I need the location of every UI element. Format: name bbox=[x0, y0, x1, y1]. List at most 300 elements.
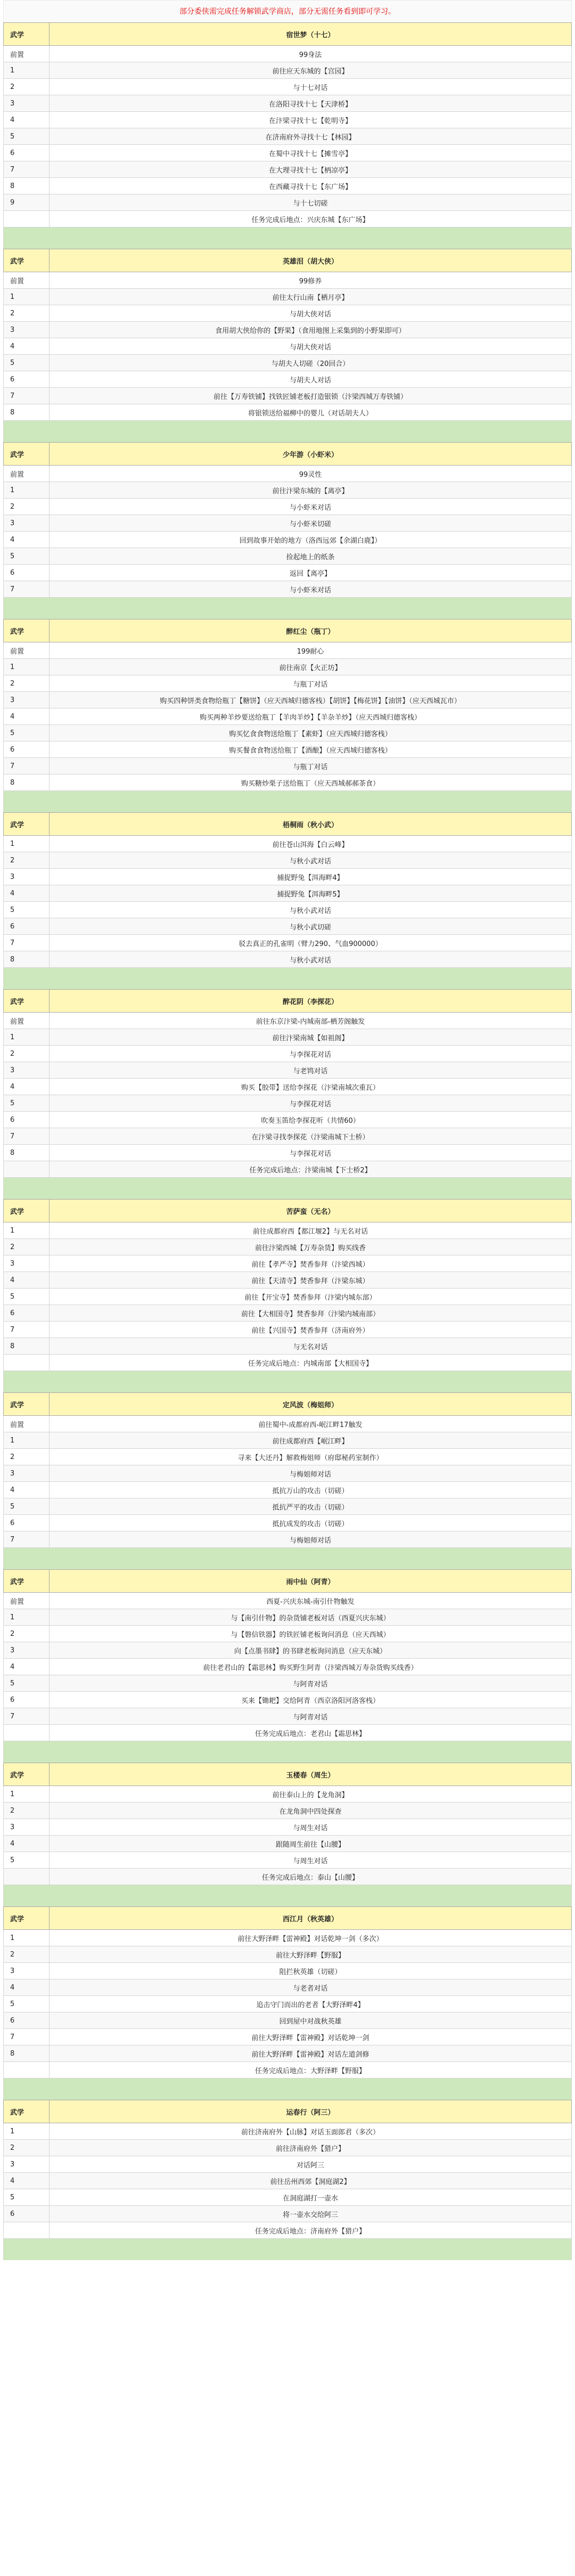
step-number: 4 bbox=[4, 1079, 50, 1095]
table-row bbox=[4, 1256, 572, 1272]
step-description: 食用胡大侠给你的【野果】（食用地图上采集到的小野果即可） bbox=[50, 322, 572, 338]
section-spacer bbox=[3, 2078, 572, 2100]
table-row bbox=[4, 272, 572, 289]
step-number: 3 bbox=[4, 1062, 50, 1079]
step-number: 8 bbox=[4, 951, 50, 968]
column-label: 武学 bbox=[4, 990, 50, 1013]
step-number: 3 bbox=[4, 1819, 50, 1836]
step-number: 5 bbox=[4, 1095, 50, 1112]
step-number bbox=[4, 2062, 50, 2078]
column-label: 武学 bbox=[4, 1907, 50, 1930]
step-number: 2 bbox=[4, 1626, 50, 1642]
section-header-row bbox=[4, 1393, 572, 1416]
column-label: 武学 bbox=[4, 443, 50, 466]
table-row bbox=[4, 1692, 572, 1708]
step-description: 任务完成后地点：内城南部【大相国寺】 bbox=[50, 1355, 572, 1371]
step-number: 2 bbox=[4, 2140, 50, 2156]
table-row bbox=[4, 2012, 572, 2029]
section-header-row bbox=[4, 2100, 572, 2123]
step-number: 8 bbox=[4, 404, 50, 421]
step-number: 2 bbox=[4, 675, 50, 692]
step-description: 阻拦秋英雄（切磋） bbox=[50, 1963, 572, 1979]
table-row bbox=[4, 1642, 572, 1659]
step-number: 1 bbox=[4, 836, 50, 852]
step-description: 前往【开宝寺】焚香参拜（汴梁内城东部） bbox=[50, 1289, 572, 1305]
table-row bbox=[4, 1062, 572, 1079]
table-row bbox=[4, 775, 572, 791]
step-description: 与老者对话 bbox=[50, 1979, 572, 1996]
step-description: 前往成都府西【岷江畔】 bbox=[50, 1432, 572, 1449]
step-description: 前往【大相国寺】焚香参拜（汴梁内城南部） bbox=[50, 1305, 572, 1322]
step-number: 6 bbox=[4, 1305, 50, 1322]
step-description: 向【点墨书肆】的书肆老板询问消息（应天东城） bbox=[50, 1642, 572, 1659]
table-row bbox=[4, 211, 572, 227]
table-row bbox=[4, 1322, 572, 1338]
step-number: 2 bbox=[4, 1046, 50, 1062]
table-row bbox=[4, 1996, 572, 2012]
step-description: 与阿青对话 bbox=[50, 1708, 572, 1725]
step-description: 捡起地上的纸条 bbox=[50, 548, 572, 565]
column-label: 武学 bbox=[4, 23, 50, 46]
table-row bbox=[4, 725, 572, 741]
table-row bbox=[4, 1515, 572, 1531]
table-row bbox=[4, 935, 572, 951]
step-description: 前往苍山洱海【白云峰】 bbox=[50, 836, 572, 852]
step-description: 购买糖炒栗子送给瓶丁（应天西城郝郝茶食） bbox=[50, 775, 572, 791]
step-description: 前往【天清寺】焚香参拜（汴梁东城） bbox=[50, 1272, 572, 1289]
section-spacer bbox=[3, 227, 572, 249]
table-row bbox=[4, 1079, 572, 1095]
table-row bbox=[4, 692, 572, 708]
step-description: 驳去真正的孔雀明（臂力290、气血900000） bbox=[50, 935, 572, 951]
table-row bbox=[4, 1305, 572, 1322]
step-description: 前往汴梁西城【万寿杂货】购买线香 bbox=[50, 1239, 572, 1256]
quest-section bbox=[3, 22, 572, 249]
step-number: 8 bbox=[4, 178, 50, 194]
step-description: 在济南府外寻找十七【林园】 bbox=[50, 128, 572, 145]
step-description: 前往成都府西【都江堰2】与无名对话 bbox=[50, 1222, 572, 1239]
table-row bbox=[4, 2189, 572, 2206]
step-description: 与秋小武对话 bbox=[50, 951, 572, 968]
step-description: 前往南京【火正坊】 bbox=[50, 659, 572, 675]
step-description: 追击守门而出的老者【大野泽畔4】 bbox=[50, 1996, 572, 2012]
section-header-row bbox=[4, 619, 572, 642]
step-description: 99身法 bbox=[50, 46, 572, 62]
table-row bbox=[4, 194, 572, 211]
step-number: 1 bbox=[4, 289, 50, 305]
step-number: 1 bbox=[4, 1930, 50, 1946]
table-row bbox=[4, 2222, 572, 2239]
step-description: 返回【离亭】 bbox=[50, 565, 572, 581]
table-row bbox=[4, 1786, 572, 1803]
table-row bbox=[4, 1222, 572, 1239]
step-description: 购买【胶带】送给李探花（汴梁南城次重瓦） bbox=[50, 1079, 572, 1095]
step-number: 5 bbox=[4, 1675, 50, 1692]
step-description: 与梅姐师对话 bbox=[50, 1465, 572, 1482]
table-row bbox=[4, 741, 572, 758]
table-row bbox=[4, 178, 572, 194]
section-title: 醉花阴（李探花） bbox=[50, 990, 572, 1013]
table-row bbox=[4, 1112, 572, 1128]
step-number: 8 bbox=[4, 1338, 50, 1355]
quest-table bbox=[3, 1906, 572, 2078]
step-number: 8 bbox=[4, 775, 50, 791]
table-row bbox=[4, 46, 572, 62]
table-row bbox=[4, 289, 572, 305]
table-row bbox=[4, 2140, 572, 2156]
section-header-row bbox=[4, 249, 572, 272]
step-description: 与小虾米对话 bbox=[50, 499, 572, 515]
table-row bbox=[4, 2156, 572, 2173]
step-description: 与胡大侠对话 bbox=[50, 338, 572, 355]
table-row bbox=[4, 1013, 572, 1029]
table-row bbox=[4, 388, 572, 404]
step-number: 前置 bbox=[4, 272, 50, 289]
table-row bbox=[4, 466, 572, 482]
section-header-row bbox=[4, 990, 572, 1013]
step-number: 3 bbox=[4, 1256, 50, 1272]
step-description: 回到屋中对战秋英雄 bbox=[50, 2012, 572, 2029]
section-title: 英雄泪（胡大侠） bbox=[50, 249, 572, 272]
step-description: 前往【孝严寺】焚香参拜（汴梁西城） bbox=[50, 1256, 572, 1272]
step-number: 1 bbox=[4, 482, 50, 499]
step-number: 5 bbox=[4, 1289, 50, 1305]
step-description: 前往济南府外【猎户】 bbox=[50, 2140, 572, 2156]
step-number: 3 bbox=[4, 2156, 50, 2173]
step-description: 前往老君山的【霜思林】购买野生阿青（汴梁西城万寿杂货购买线香） bbox=[50, 1659, 572, 1675]
step-number: 5 bbox=[4, 2189, 50, 2206]
column-label: 武学 bbox=[4, 2100, 50, 2123]
step-number: 7 bbox=[4, 1708, 50, 1725]
section-title: 醉红尘（瓶丁） bbox=[50, 619, 572, 642]
table-row bbox=[4, 515, 572, 532]
section-spacer bbox=[3, 1548, 572, 1569]
quest-section bbox=[3, 2100, 572, 2260]
table-row bbox=[4, 128, 572, 145]
step-description: 前往汴梁南城【如祖阁】 bbox=[50, 1029, 572, 1046]
table-row bbox=[4, 2045, 572, 2062]
table-row bbox=[4, 1482, 572, 1498]
step-description: 与李探花对话 bbox=[50, 1145, 572, 1161]
step-number: 9 bbox=[4, 194, 50, 211]
quest-sections bbox=[3, 22, 572, 2260]
step-description: 前往大野泽畔【雷神殿】对话乾坤一剑 bbox=[50, 2029, 572, 2045]
step-number: 前置 bbox=[4, 46, 50, 62]
section-title: 少年游（小虾米） bbox=[50, 443, 572, 466]
step-number: 4 bbox=[4, 1482, 50, 1498]
step-description: 与瓶丁对话 bbox=[50, 675, 572, 692]
notice-banner: 部分委侠需完成任务解锁武学商店，部分无需任务看到即可学习。 bbox=[3, 0, 572, 22]
step-description: 前往蜀中-成都府西-岷江畔17触发 bbox=[50, 1416, 572, 1432]
table-row bbox=[4, 951, 572, 968]
step-description: 与老鸨对话 bbox=[50, 1062, 572, 1079]
column-label: 武学 bbox=[4, 1570, 50, 1593]
section-title: 雨中仙（阿青） bbox=[50, 1570, 572, 1593]
step-number: 4 bbox=[4, 2173, 50, 2189]
quest-table bbox=[3, 22, 572, 227]
step-description: 任务完成后地点：大野泽畔【野服】 bbox=[50, 2062, 572, 2078]
table-row bbox=[4, 1416, 572, 1432]
table-row bbox=[4, 1239, 572, 1256]
column-label: 武学 bbox=[4, 1200, 50, 1222]
table-row bbox=[4, 1819, 572, 1836]
step-number: 4 bbox=[4, 1836, 50, 1852]
step-description: 与【南引什物】的杂货铺老板对话（西夏兴庆东城） bbox=[50, 1609, 572, 1626]
table-row bbox=[4, 1803, 572, 1819]
table-row bbox=[4, 836, 572, 852]
step-number: 5 bbox=[4, 1498, 50, 1515]
step-description: 任务完成后地点：兴庆东城【东广场】 bbox=[50, 211, 572, 227]
step-description: 任务完成后地点：泰山【山腰】 bbox=[50, 1869, 572, 1885]
quest-section bbox=[3, 1569, 572, 1763]
table-row bbox=[4, 1465, 572, 1482]
step-number: 4 bbox=[4, 532, 50, 548]
step-number: 3 bbox=[4, 1465, 50, 1482]
step-number: 5 bbox=[4, 902, 50, 918]
step-description: 与胡夫人切磋（20回合） bbox=[50, 355, 572, 371]
step-number: 2 bbox=[4, 499, 50, 515]
column-label: 武学 bbox=[4, 813, 50, 836]
table-row bbox=[4, 338, 572, 355]
section-spacer bbox=[3, 1178, 572, 1199]
step-description: 吹奏玉笛给李探花听（共情60） bbox=[50, 1112, 572, 1128]
step-description: 与无名对话 bbox=[50, 1338, 572, 1355]
table-row bbox=[4, 62, 572, 79]
step-description: 前往汴梁东城的【离亭】 bbox=[50, 482, 572, 499]
step-number: 3 bbox=[4, 1963, 50, 1979]
table-row bbox=[4, 79, 572, 95]
step-number bbox=[4, 1725, 50, 1741]
step-description: 任务完成后地点：济南府外【猎户】 bbox=[50, 2222, 572, 2239]
step-description: 前往大野泽畔【雷神殿】对话乾坤一剑（多次） bbox=[50, 1930, 572, 1946]
section-spacer bbox=[3, 2239, 572, 2260]
section-spacer bbox=[3, 1741, 572, 1763]
table-row bbox=[4, 581, 572, 598]
table-row bbox=[4, 532, 572, 548]
table-row bbox=[4, 499, 572, 515]
table-row bbox=[4, 112, 572, 128]
step-description: 99修养 bbox=[50, 272, 572, 289]
step-description: 抵抗严平的攻击（切磋） bbox=[50, 1498, 572, 1515]
step-description: 购买两种羊炒要送给瓶丁【羊肉羊炒】【羊杂羊炒】（应天西城归德客栈） bbox=[50, 708, 572, 725]
step-number: 3 bbox=[4, 515, 50, 532]
table-row bbox=[4, 371, 572, 388]
table-row bbox=[4, 1675, 572, 1692]
step-description: 在西藏寻找十七【东广场】 bbox=[50, 178, 572, 194]
quest-table bbox=[3, 1392, 572, 1548]
quest-table bbox=[3, 2100, 572, 2239]
step-number: 5 bbox=[4, 355, 50, 371]
step-number: 4 bbox=[4, 1659, 50, 1675]
step-description: 与周生对话 bbox=[50, 1819, 572, 1836]
step-description: 与阿青对话 bbox=[50, 1675, 572, 1692]
step-number: 前置 bbox=[4, 1593, 50, 1609]
table-row bbox=[4, 1145, 572, 1161]
step-description: 与周生对话 bbox=[50, 1852, 572, 1869]
step-description: 与瓶丁对话 bbox=[50, 758, 572, 775]
step-number: 5 bbox=[4, 725, 50, 741]
step-number: 6 bbox=[4, 1112, 50, 1128]
table-row bbox=[4, 659, 572, 675]
step-number: 4 bbox=[4, 112, 50, 128]
step-number: 5 bbox=[4, 1996, 50, 2012]
step-description: 99灵性 bbox=[50, 466, 572, 482]
table-row bbox=[4, 482, 572, 499]
step-number: 6 bbox=[4, 371, 50, 388]
section-header-row bbox=[4, 813, 572, 836]
step-description: 跟随周生前往【山腰】 bbox=[50, 1836, 572, 1852]
step-number: 6 bbox=[4, 145, 50, 161]
table-row bbox=[4, 565, 572, 581]
step-number: 3 bbox=[4, 869, 50, 885]
quest-table bbox=[3, 619, 572, 791]
step-number: 7 bbox=[4, 161, 50, 178]
step-number: 6 bbox=[4, 918, 50, 935]
step-description: 西夏-兴庆东城-南引什物触发 bbox=[50, 1593, 572, 1609]
step-description: 前往泰山上的【龙角洞】 bbox=[50, 1786, 572, 1803]
step-number: 4 bbox=[4, 885, 50, 902]
table-row bbox=[4, 305, 572, 322]
column-label: 武学 bbox=[4, 619, 50, 642]
step-description: 与十七对话 bbox=[50, 79, 572, 95]
table-row bbox=[4, 355, 572, 371]
table-row bbox=[4, 1128, 572, 1145]
quest-table bbox=[3, 1199, 572, 1371]
section-title: 梧桐雨（秋小武） bbox=[50, 813, 572, 836]
table-row bbox=[4, 1289, 572, 1305]
column-label: 武学 bbox=[4, 249, 50, 272]
step-number: 1 bbox=[4, 1222, 50, 1239]
step-number: 3 bbox=[4, 322, 50, 338]
step-number: 2 bbox=[4, 79, 50, 95]
table-row bbox=[4, 1963, 572, 1979]
step-number: 4 bbox=[4, 1272, 50, 1289]
step-description: 在汴梁寻找十七【乾明寺】 bbox=[50, 112, 572, 128]
step-number: 6 bbox=[4, 1515, 50, 1531]
quest-table bbox=[3, 249, 572, 421]
step-description: 前往【兴国寺】焚香参拜（济南府外） bbox=[50, 1322, 572, 1338]
quest-section bbox=[3, 442, 572, 619]
table-row bbox=[4, 2173, 572, 2189]
section-spacer bbox=[3, 1371, 572, 1392]
table-row bbox=[4, 869, 572, 885]
table-row bbox=[4, 1930, 572, 1946]
step-number: 7 bbox=[4, 2029, 50, 2045]
table-row bbox=[4, 1449, 572, 1465]
step-number: 7 bbox=[4, 1322, 50, 1338]
step-number: 6 bbox=[4, 2206, 50, 2222]
step-description: 在龙角洞中四处探查 bbox=[50, 1803, 572, 1819]
section-header-row bbox=[4, 1570, 572, 1593]
step-description: 前往【万寿铁铺】找铁匠铺老板打造银锁（汴梁西城万寿铁铺） bbox=[50, 388, 572, 404]
table-row bbox=[4, 1852, 572, 1869]
step-description: 回到故事开始的地方（洛西远郊【余湖白鹿】） bbox=[50, 532, 572, 548]
quest-section bbox=[3, 1763, 572, 1906]
table-row bbox=[4, 758, 572, 775]
step-description: 在蜀中寻找十七【摊雪亭】 bbox=[50, 145, 572, 161]
step-number: 前置 bbox=[4, 466, 50, 482]
table-row bbox=[4, 852, 572, 869]
step-number: 7 bbox=[4, 581, 50, 598]
section-spacer bbox=[3, 598, 572, 619]
step-number: 5 bbox=[4, 1852, 50, 1869]
step-number bbox=[4, 1355, 50, 1371]
step-number bbox=[4, 211, 50, 227]
step-description: 与梅姐师对话 bbox=[50, 1531, 572, 1548]
step-number: 5 bbox=[4, 548, 50, 565]
step-description: 与【磐信铁器】的铁匠铺老板询问消息（应天西城） bbox=[50, 1626, 572, 1642]
section-header-row bbox=[4, 1763, 572, 1786]
table-row bbox=[4, 1659, 572, 1675]
table-row bbox=[4, 1355, 572, 1371]
step-description: 前往岳州西郊【洞庭湖2】 bbox=[50, 2173, 572, 2189]
table-row bbox=[4, 675, 572, 692]
step-number: 5 bbox=[4, 128, 50, 145]
step-number: 7 bbox=[4, 1128, 50, 1145]
step-description: 与小虾米切磋 bbox=[50, 515, 572, 532]
step-description: 购买忆食食物送给瓶丁【素虾】（应天西城归德客栈） bbox=[50, 725, 572, 741]
quest-section bbox=[3, 1906, 572, 2100]
step-description: 与胡大侠对话 bbox=[50, 305, 572, 322]
table-row bbox=[4, 1338, 572, 1355]
step-description: 寻来【大还丹】解救梅姐师（府邸秘药室制作） bbox=[50, 1449, 572, 1465]
section-spacer bbox=[3, 1885, 572, 1906]
step-number: 4 bbox=[4, 1979, 50, 1996]
step-number: 8 bbox=[4, 2045, 50, 2062]
step-number: 6 bbox=[4, 1692, 50, 1708]
section-header-row bbox=[4, 1200, 572, 1222]
table-row bbox=[4, 1946, 572, 1963]
step-number: 3 bbox=[4, 1642, 50, 1659]
step-description: 购买餐食食物送给瓶丁【酒酿】（应天西城归德客栈） bbox=[50, 741, 572, 758]
step-number: 7 bbox=[4, 935, 50, 951]
step-description: 任务完成后地点：老君山【霜思林】 bbox=[50, 1725, 572, 1741]
table-row bbox=[4, 1432, 572, 1449]
step-description: 与秋小武对话 bbox=[50, 902, 572, 918]
table-row bbox=[4, 1498, 572, 1515]
step-number: 前置 bbox=[4, 1013, 50, 1029]
step-description: 与秋小武切磋 bbox=[50, 918, 572, 935]
section-title: 苦萨蛮（无名） bbox=[50, 1200, 572, 1222]
quest-section bbox=[3, 1392, 572, 1569]
section-title: 宿世梦（十七） bbox=[50, 23, 572, 46]
step-number: 前置 bbox=[4, 642, 50, 659]
step-number: 2 bbox=[4, 1946, 50, 1963]
step-number: 7 bbox=[4, 388, 50, 404]
table-row bbox=[4, 95, 572, 112]
table-row bbox=[4, 1272, 572, 1289]
step-description: 任务完成后地点：汴梁南城【下士桥2】 bbox=[50, 1161, 572, 1178]
step-number bbox=[4, 1161, 50, 1178]
step-description: 抵抗万山的攻击（切磋） bbox=[50, 1482, 572, 1498]
step-description: 在汴梁寻找李探花（汴梁南城下士桥） bbox=[50, 1128, 572, 1145]
step-number: 8 bbox=[4, 1145, 50, 1161]
table-row bbox=[4, 1626, 572, 1642]
table-row bbox=[4, 1725, 572, 1741]
step-number: 前置 bbox=[4, 1416, 50, 1432]
table-row bbox=[4, 1531, 572, 1548]
table-row bbox=[4, 918, 572, 935]
step-description: 前往太行山南【栖月亭】 bbox=[50, 289, 572, 305]
quest-section bbox=[3, 1199, 572, 1392]
step-number: 7 bbox=[4, 1531, 50, 1548]
step-description: 购买四种饼类食物给瓶丁【糖饼】（应天西城归德客栈）【胡饼】【梅花饼】【油饼】（应天西城瓦市） bbox=[50, 692, 572, 708]
table-row bbox=[4, 145, 572, 161]
quest-table bbox=[3, 812, 572, 968]
section-spacer bbox=[3, 791, 572, 812]
step-description: 抵抗成发的攻击（切磋） bbox=[50, 1515, 572, 1531]
table-row bbox=[4, 1161, 572, 1178]
